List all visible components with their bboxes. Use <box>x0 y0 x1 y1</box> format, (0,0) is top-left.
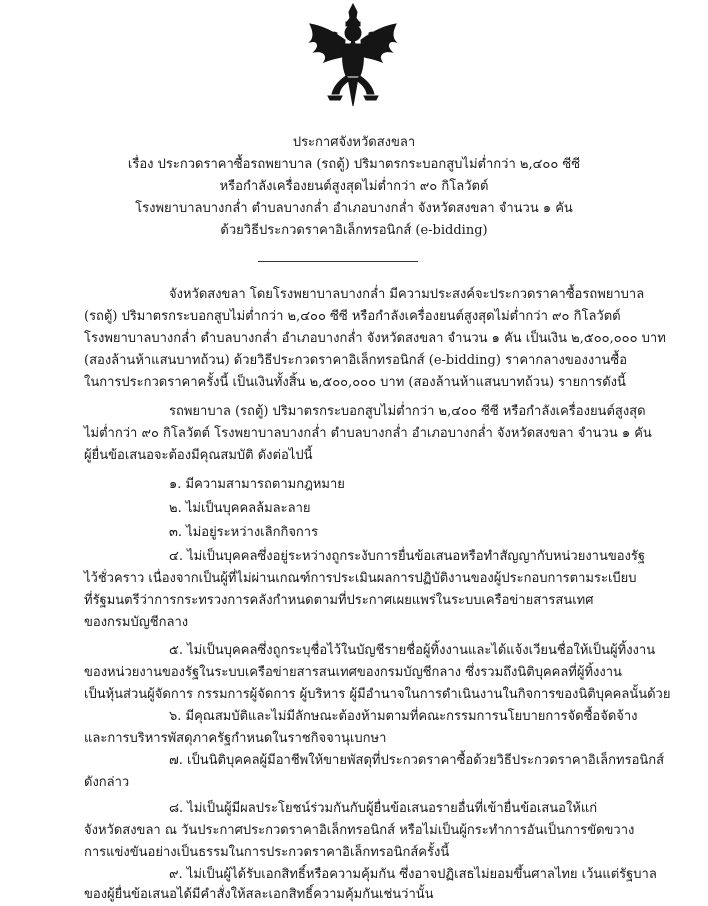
list-item: ๙. ไม่เป็นผู้ได้รับเอกสิทธิ์หรือความคุ้มกัน ซึ่งอาจปฏิเสธไม่ยอมขึ้นศาลไทย เว้นแต่รัฐบาล <box>169 867 657 882</box>
body-line: การแข่งขันอย่างเป็นธรรมในการประกวดราคาอิเล็กทรอนิกส์ครั้งนี้ <box>84 845 450 860</box>
garuda-emblem <box>306 2 400 110</box>
body-line: เป็นหุ้นส่วนผู้จัดการ กรรมการผู้จัดการ ผู้บริหาร ผู้มีอำนาจในการดำเนินงานในกิจการของนิติบุคคลนั้นด้วย <box>84 687 671 702</box>
body-line: ของกรมบัญชีกลาง <box>84 615 189 630</box>
body-line: ดังกล่าว <box>84 775 130 790</box>
body-line: (รถตู้) ปริมาตรกระบอกสูบไม่ต่ำกว่า ๒,๔๐๐ ซีซี หรือกำลังเครื่องยนต์สูงสุดไม่ต่ำกว่า ๙๐ กิโลวัตต์ <box>84 309 621 324</box>
body-line: ที่รัฐมนตรีว่าการกระทรวงการคลังกำหนดตามที่ประกาศเผยแพร่ในระบบเครือข่ายสารสนเทศ <box>84 593 594 608</box>
body-line: ไม่ต่ำกว่า ๙๐ กิโลวัตต์ โรงพยาบาลบางกล่ำ ตำบลบางกล่ำ อำเภอบางกล่ำ จังหวัดสงขลา จำนวน ๑ คัน <box>84 426 652 441</box>
list-item: ๗. เป็นนิติบุคคลผู้มีอาชีพให้ขายพัสดุที่ประกวดราคาซื้อด้วยวิธีประกวดราคาอิเล็กทรอนิกส์ <box>169 753 665 768</box>
body-line: และการบริหารพัสดุภาครัฐกำหนดในราชกิจจานุเบกษา <box>84 731 387 746</box>
list-item: ๕. ไม่เป็นบุคคลซึ่งถูกระบุชื่อไว้ในบัญชีรายชื่อผู้ทิ้งงานและได้แจ้งเวียนชื่อให้เป็นผู้ทิ้งงาน <box>169 643 656 658</box>
subject-line: หรือกำลังเครื่องยนต์สูงสุดไม่ต่ำกว่า ๙๐ กิโลวัตต์ <box>219 179 489 194</box>
list-item: ๓. ไม่อยู่ระหว่างเลิกกิจการ <box>169 525 319 540</box>
subject-line: ด้วยวิธีประกวดราคาอิเล็กทรอนิกส์ (e-bidding) <box>220 223 488 238</box>
body-line: (สองล้านห้าแสนบาทถ้วน) ด้วยวิธีประกวดราคาอิเล็กทรอนิกส์ (e-bidding) ราคากลางของงานซื้อ <box>84 353 628 368</box>
body-line: จังหวัดสงขลา โดยโรงพยาบาลบางกล่ำ มีความประสงค์จะประกวดราคาซื้อรถพยาบาล <box>169 287 645 302</box>
body-line: ผู้ยื่นข้อเสนอจะต้องมีคุณสมบัติ ดังต่อไปนี้ <box>84 448 313 463</box>
list-item: ๖. มีคุณสมบัติและไม่มีลักษณะต้องห้ามตามที่คณะกรรมการนโยบายการจัดซื้อจัดจ้าง <box>169 709 638 724</box>
body-line: ของหน่วยงานของรัฐในระบบเครือข่ายสารสนเทศของกรมบัญชีกลาง ซึ่งรวมถึงนิติบุคคลที่ผู้ทิ้งงาน <box>84 665 622 680</box>
list-item: ๔. ไม่เป็นบุคคลซึ่งอยู่ระหว่างถูกระงับการยื่นข้อเสนอหรือทำสัญญากับหน่วยงานของรัฐ <box>169 549 646 564</box>
subject-line: เรื่อง ประกวดราคาซื้อรถพยาบาล (รถตู้) ปริมาตรกระบอกสูบไม่ต่ำกว่า ๒,๔๐๐ ซีซี <box>127 157 581 172</box>
body-line: โรงพยาบาลบางกล่ำ ตำบลบางกล่ำ อำเภอบางกล่ำ จังหวัดสงขลา จำนวน ๑ คัน เป็นเงิน ๒,๕๐๐,๐๐๐ บาท <box>84 331 666 346</box>
body-line: จังหวัดสงขลา ณ วันประกาศประกวดราคาอิเล็กทรอนิกส์ หรือไม่เป็นผู้กระทำการอันเป็นการขัดขวาง <box>84 823 635 838</box>
list-item: ๑. มีความสามารถตามกฎหมาย <box>169 477 345 492</box>
subject-line: โรงพยาบาลบางกล่ำ ตำบลบางกล่ำ อำเภอบางกล่ำ จังหวัดสงขลา จำนวน ๑ คัน <box>135 201 573 216</box>
list-item: ๒. ไม่เป็นบุคคลล้มละลาย <box>169 501 311 516</box>
body-line: รถพยาบาล (รถตู้) ปริมาตรกระบอกสูบไม่ต่ำกว่า ๒,๔๐๐ ซีซี หรือกำลังเครื่องยนต์สูงสุด <box>169 404 646 419</box>
separator-line <box>258 261 418 262</box>
body-line: ในการประกวดราคาครั้งนี้ เป็นเงินทั้งสิ้น ๒,๕๐๐,๐๐๐ บาท (สองล้านห้าแสนบาทถ้วน) รายการดังนี้ <box>84 375 626 390</box>
list-item: ๘. ไม่เป็นผู้มีผลประโยชน์ร่วมกันกับผู้ยื่นข้อเสนอรายอื่นที่เข้ายื่นข้อเสนอให้แก่ <box>169 801 598 816</box>
body-line: ไว้ชั่วคราว เนื่องจากเป็นผู้ที่ไม่ผ่านเกณฑ์การประเมินผลการปฏิบัติงานของผู้ประกอบการตามระเบียบ <box>84 571 637 586</box>
body-line: ของผู้ยื่นข้อเสนอได้มีคำสั่งให้สละเอกสิทธิ์ความคุ้มกันเช่นว่านั้น <box>84 887 434 902</box>
announcement-title: ประกาศจังหวัดสงขลา <box>292 135 416 150</box>
